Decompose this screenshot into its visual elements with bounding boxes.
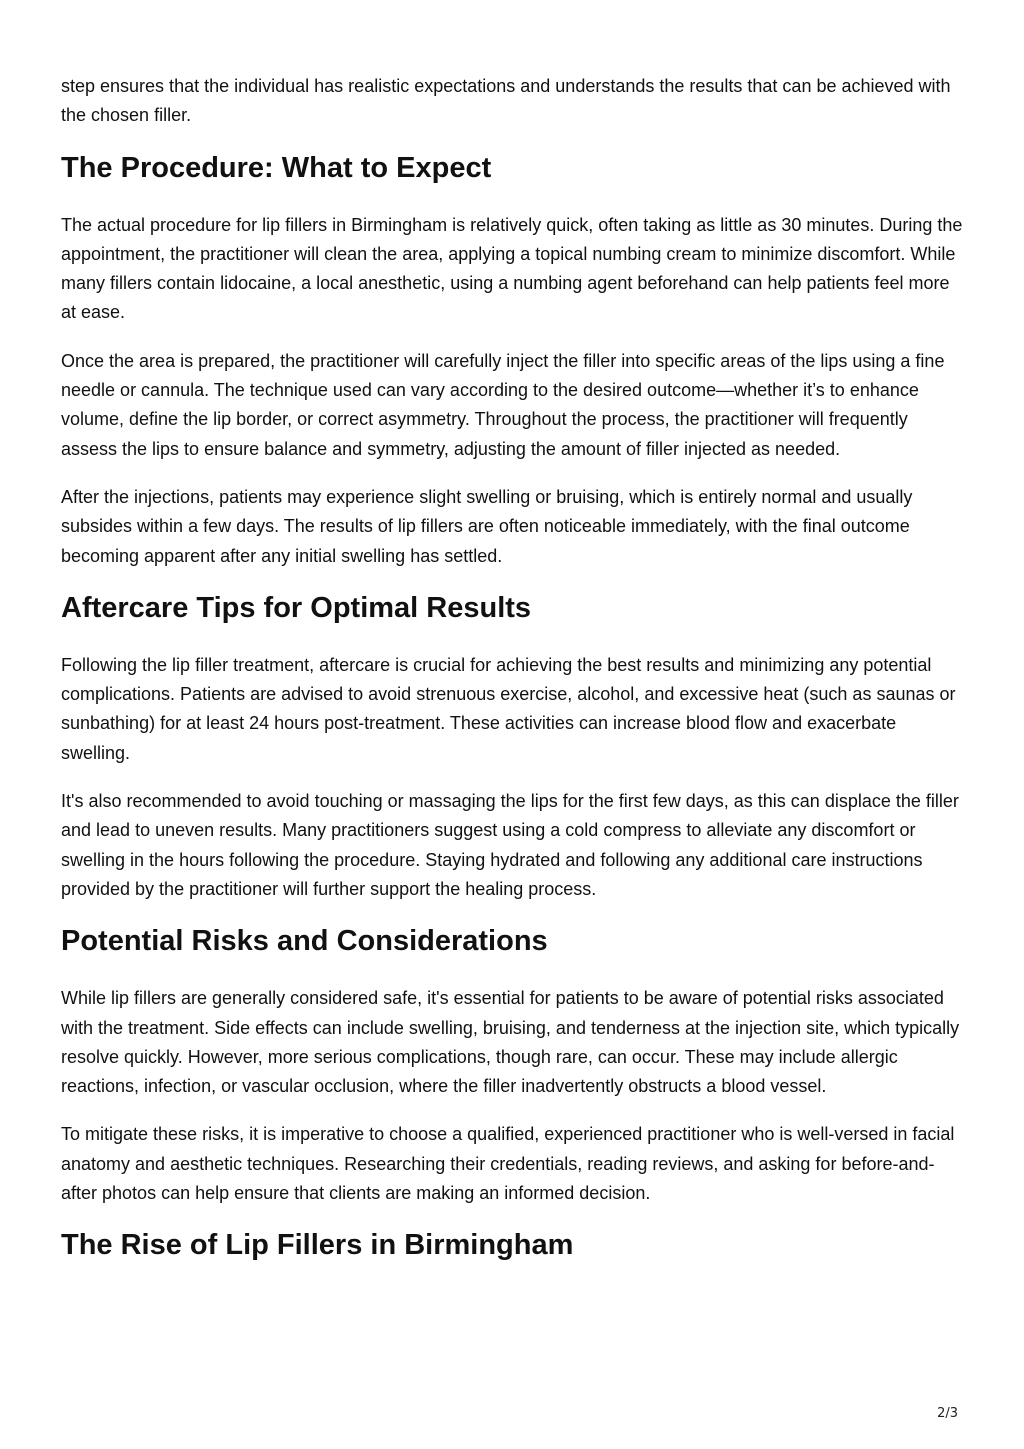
procedure-paragraph-3: After the injections, patients may experience slight swelling or bruising, which is entirely normal and usually subsides within a few days. The results of lip fillers are often noticeable immediately, with the final outcome becoming apparent after any initial swelling has settled.: [61, 486, 913, 566]
procedure-paragraph-1: The actual procedure for lip fillers in Birmingham is relatively quick, often taking as little as 30 minutes. During the appointment, the practitioner will clean the area, applying a topical numbing cream to minimize discomfort. While many fillers contain lidocaine, a local anesthetic, using a numbing agent beforehand can help patients feel more at ease.: [61, 214, 963, 323]
intro-paragraph: step ensures that the individual has realistic expectations and understands the results that can be achieved with the chosen filler.: [61, 76, 951, 126]
heading-rise-birmingham: The Rise of Lip Fillers in Birmingham: [61, 1229, 574, 1262]
heading-aftercare: Aftercare Tips for Optimal Results: [61, 591, 532, 624]
procedure-paragraph-2: Once the area is prepared, the practitioner will carefully inject the filler into specific areas of the lips using a fine needle or cannula. The technique used can vary according to the desired outcome—whether it’s to enhance volume, define the lip border, or correct asymmetry. Throughout the process, the practitioner will frequently assess the lips to ensure balance and symmetry, adjusting the amount of filler injected as needed.: [61, 350, 945, 459]
page-number: 2/3: [937, 1406, 958, 1421]
document-page: [61, 72, 966, 1288]
heading-procedure: The Procedure: What to Expect: [61, 151, 492, 184]
aftercare-paragraph-2: It's also recommended to avoid touching or massaging the lips for the first few days, as this can displace the filler and lead to uneven results. Many practitioners suggest using a cold compress to alleviate any discomfort or swelling in the hours following the procedure. Staying hydrated and following any additional care instructions provided by the practitioner will further support the healing process.: [61, 791, 959, 899]
risks-paragraph-2: To mitigate these risks, it is imperative to choose a qualified, experienced practitioner who is well-versed in facial anatomy and aesthetic techniques. Researching their credentials, reading reviews, and asking for before-and-after photos can help ensure that clients are making an informed decision.: [61, 1124, 955, 1204]
heading-risks: Potential Risks and Considerations: [61, 925, 548, 958]
aftercare-paragraph-1: Following the lip filler treatment, aftercare is crucial for achieving the best results and minimizing any potential complications. Patients are advised to avoid strenuous exercise, alcohol, and excessive heat (such as saunas or sunbathing) for at least 24 hours post-treatment. These activities can increase blood flow and exacerbate swelling.: [61, 654, 956, 763]
risks-paragraph-1: While lip fillers are generally considered safe, it's essential for patients to be aware of potential risks associated with the treatment. Side effects can include swelling, bruising, and tenderness at the injection site, which typically resolve quickly. However, more serious complications, though rare, can occur. These may include allergic reactions, infection, or vascular occlusion, where the filler inadvertently obstructs a blood vessel.: [61, 988, 960, 1097]
